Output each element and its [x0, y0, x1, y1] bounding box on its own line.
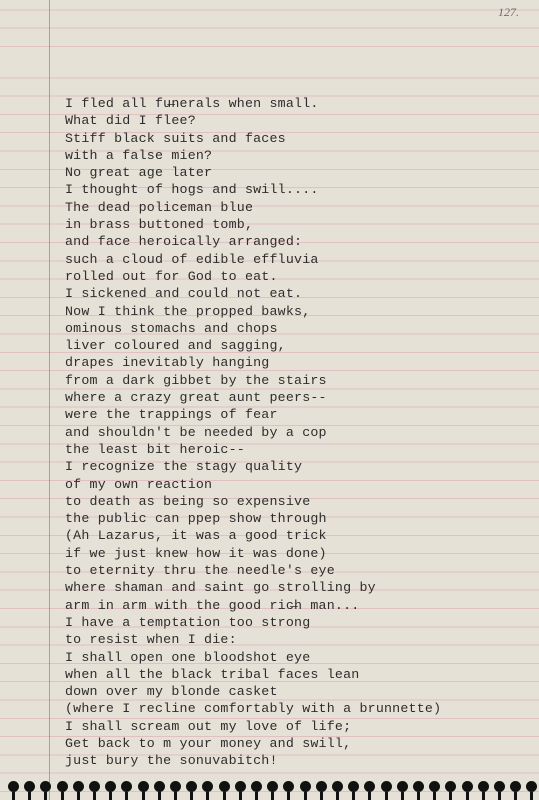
- punch-hole: [348, 781, 359, 792]
- punch-hole: [105, 781, 116, 792]
- poem-line: What did I flee?: [65, 113, 196, 129]
- punch-hole: [186, 781, 197, 792]
- punch-hole-tear: [142, 792, 145, 800]
- punch-hole-tear: [287, 792, 290, 800]
- punch-hole: [510, 781, 521, 792]
- punch-hole-tear: [304, 792, 307, 800]
- punch-hole-tear: [239, 792, 242, 800]
- punch-hole: [8, 781, 19, 792]
- poem-line: to resist when I die:: [65, 632, 237, 648]
- poem-line: No great age later: [65, 165, 213, 181]
- punch-hole: [219, 781, 230, 792]
- punch-hole-tear: [498, 792, 501, 800]
- poem-line: Get back to m your money and swill,: [65, 735, 352, 751]
- punch-hole: [526, 781, 537, 792]
- punch-hole: [283, 781, 294, 792]
- poem-line: when all the black tribal faces lean: [65, 666, 360, 682]
- poem-line: from a dark gibbet by the stairs: [65, 372, 327, 388]
- punch-hole: [300, 781, 311, 792]
- punch-hole: [413, 781, 424, 792]
- punch-hole-tear: [433, 792, 436, 800]
- punch-hole-tear: [125, 792, 128, 800]
- punch-hole-tear: [466, 792, 469, 800]
- poem-line: and face heroically arranged:: [65, 234, 303, 250]
- punch-hole: [316, 781, 327, 792]
- punch-hole-tear: [223, 792, 226, 800]
- poem-line: down over my blonde casket: [65, 684, 278, 700]
- poem-line: just bury the sonuvabitch!: [65, 753, 278, 769]
- poem-line: I shall scream out my love of life;: [65, 718, 352, 734]
- poem-line: to eternity thru the needle's eye: [65, 563, 335, 579]
- punch-hole-tear: [449, 792, 452, 800]
- punch-hole: [40, 781, 51, 792]
- punch-hole: [57, 781, 68, 792]
- punch-hole-tear: [514, 792, 517, 800]
- page-number: 127.: [498, 5, 519, 19]
- poem-line: liver coloured and sagging,: [65, 338, 286, 354]
- poem-line: with a false mien?: [65, 147, 213, 163]
- poem-line: arm in arm with the good ric̶h man...: [65, 597, 360, 613]
- punch-hole-tear: [336, 792, 339, 800]
- poem-line: rolled out for God to eat.: [65, 268, 278, 284]
- punch-hole: [445, 781, 456, 792]
- punch-hole: [364, 781, 375, 792]
- punch-hole-strip: [0, 770, 539, 800]
- punch-hole-tear: [530, 792, 533, 800]
- punch-hole-tear: [61, 792, 64, 800]
- punch-hole-tear: [255, 792, 258, 800]
- punch-hole: [478, 781, 489, 792]
- punch-hole-tear: [12, 792, 15, 800]
- punch-hole-tear: [77, 792, 80, 800]
- poem-line: where shaman and saint go strolling by: [65, 580, 376, 596]
- punch-hole: [121, 781, 132, 792]
- punch-hole-tear: [190, 792, 193, 800]
- poem-line: The dead policeman blue: [65, 199, 254, 215]
- poem-line: I thought of hogs and swill....: [65, 182, 319, 198]
- punch-hole-tear: [482, 792, 485, 800]
- punch-hole: [138, 781, 149, 792]
- punch-hole-tear: [44, 792, 47, 800]
- punch-hole-tear: [352, 792, 355, 800]
- punch-hole: [170, 781, 181, 792]
- poem-line: if we just knew how it was done): [65, 545, 327, 561]
- punch-hole: [381, 781, 392, 792]
- poem-line: I have a temptation too strong: [65, 614, 311, 630]
- poem-line: such a cloud of edible effluvia: [65, 251, 319, 267]
- poem-line: ominous stomachs and chops: [65, 320, 278, 336]
- poem-line: were the trappings of fear: [65, 407, 278, 423]
- poem-line: Now I think the propped bawks,: [65, 303, 311, 319]
- punch-hole-tear: [417, 792, 420, 800]
- punch-hole: [154, 781, 165, 792]
- poem-line: the least bit heroic--: [65, 441, 245, 457]
- punch-hole: [397, 781, 408, 792]
- punch-hole-tear: [206, 792, 209, 800]
- poem-line: (where I recline comfortably with a brunnette): [65, 701, 442, 717]
- punch-hole-tear: [158, 792, 161, 800]
- poem-line: drapes inevitably hanging: [65, 355, 270, 371]
- punch-hole-tear: [320, 792, 323, 800]
- poem-text: [65, 95, 535, 770]
- poem-line: I recognize the stagy quality: [65, 459, 303, 475]
- punch-hole: [332, 781, 343, 792]
- punch-hole-tear: [271, 792, 274, 800]
- punch-hole-tear: [385, 792, 388, 800]
- punch-hole: [235, 781, 246, 792]
- punch-hole-tear: [28, 792, 31, 800]
- punch-hole: [89, 781, 100, 792]
- punch-hole: [73, 781, 84, 792]
- punch-hole: [462, 781, 473, 792]
- punch-hole: [24, 781, 35, 792]
- poem-line: I fled all fu̶nerals when small.: [65, 96, 319, 111]
- punch-hole: [267, 781, 278, 792]
- poem-line: (Ah Lazarus, it was a good trick: [65, 528, 327, 544]
- poem-line: of my own reaction: [65, 476, 213, 492]
- poem-line: where a crazy great aunt peers--: [65, 390, 327, 406]
- punch-hole: [494, 781, 505, 792]
- poem-line: I shall open one bloodshot eye: [65, 649, 311, 665]
- punch-hole-tear: [174, 792, 177, 800]
- punch-hole-tear: [109, 792, 112, 800]
- punch-hole: [202, 781, 213, 792]
- poem-line: I sickened and could not eat.: [65, 286, 303, 302]
- punch-hole: [251, 781, 262, 792]
- punch-hole-tear: [401, 792, 404, 800]
- punch-hole: [429, 781, 440, 792]
- poem-line: and shouldn't be needed by a cop: [65, 424, 327, 440]
- punch-hole-tear: [93, 792, 96, 800]
- poem-line: in brass buttoned tomb,: [65, 217, 254, 233]
- poem-line: to death as being so expensive: [65, 493, 311, 509]
- punch-hole-tear: [368, 792, 371, 800]
- poem-line: the public can ppep show through: [65, 511, 327, 527]
- poem-line: Stiff black suits and faces: [65, 130, 286, 146]
